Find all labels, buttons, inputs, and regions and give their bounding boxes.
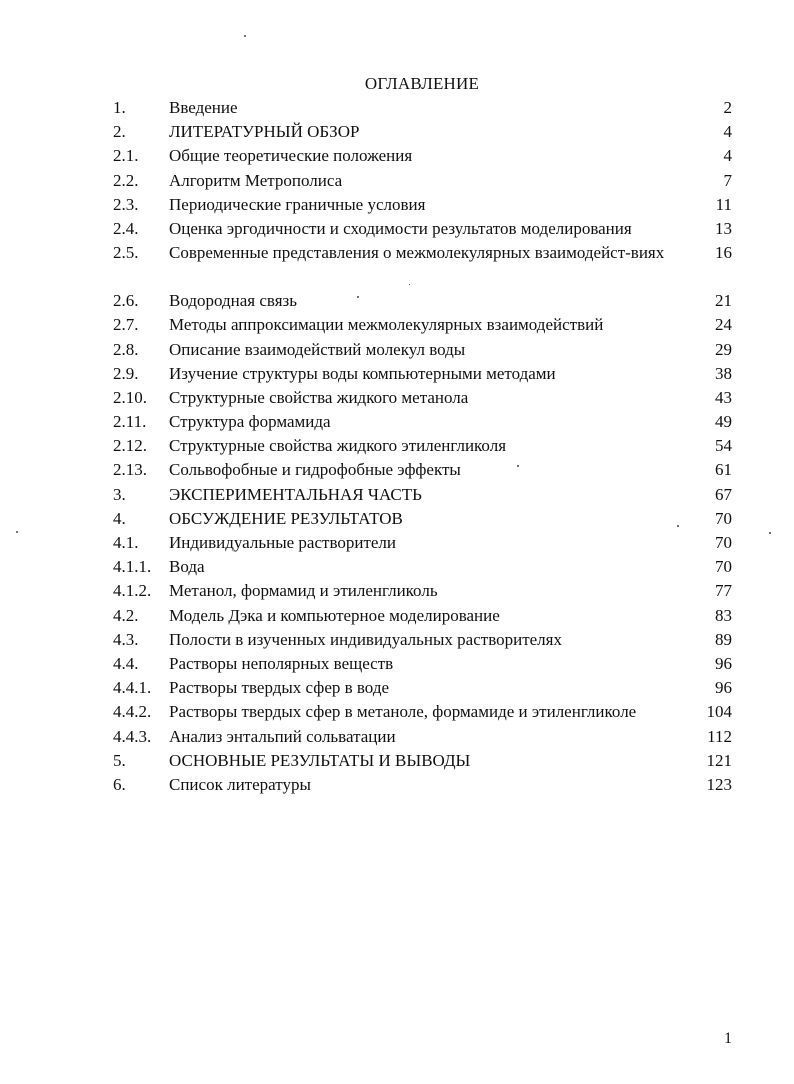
toc-entry-number: 4.4.1.	[113, 678, 152, 698]
toc-entry-title: Вода	[169, 557, 205, 577]
toc-entry-page: 67	[715, 484, 732, 504]
toc-entry-page: 38	[715, 363, 732, 383]
toc-entry	[113, 749, 735, 773]
toc-entry-number: 4.1.2.	[113, 581, 152, 601]
toc-entry-number: 4.2.	[113, 605, 139, 625]
toc-entry-title: Современные представления о межмолекулярных взаимодейст-виях	[169, 243, 665, 263]
toc-entry	[113, 604, 735, 628]
toc-entry	[113, 362, 735, 386]
toc-entry-page: 21	[715, 291, 732, 311]
toc-entry	[113, 531, 735, 555]
toc-entry-title: Растворы твердых сфер в метаноле, формамиде и этиленгликоле	[169, 702, 637, 722]
toc-entry-title: Структура формамида	[169, 412, 331, 432]
toc-entry	[113, 725, 735, 749]
toc-entry	[113, 483, 735, 507]
toc-entry	[113, 507, 735, 531]
toc-entry	[113, 410, 735, 434]
toc-entry-page: 11	[715, 194, 732, 214]
toc-entry-page: 13	[715, 218, 732, 238]
toc-entry	[113, 120, 735, 144]
toc-entry-number: 4.3.	[113, 629, 139, 649]
toc-entry-title: Общие теоретические положения	[169, 146, 413, 166]
toc-entry-page: 77	[715, 581, 732, 601]
toc-entry-number: 2.	[113, 122, 126, 142]
toc-entry-page: 112	[707, 726, 732, 746]
toc-entry-title: Алгоритм Метрополиса	[169, 170, 343, 190]
scan-speck	[244, 35, 246, 37]
toc-entry-title: ЛИТЕРАТУРНЫЙ ОБЗОР	[169, 122, 360, 142]
toc-entry-page: 89	[715, 629, 732, 649]
toc-entry-number: 4.1.1.	[113, 557, 152, 577]
toc-entry-number: 2.11.	[113, 412, 147, 432]
toc-entry-title: Методы аппроксимации межмолекулярных взаимодействий	[169, 315, 604, 335]
toc-entry	[113, 241, 735, 289]
toc-entry	[113, 386, 735, 410]
toc-entry-title: Индивидуальные растворители	[169, 533, 397, 552]
toc-entry	[113, 96, 735, 120]
toc-entry-title: Сольвофобные и гидрофобные эффекты	[169, 460, 461, 480]
toc-entry-title: Модель Дэка и компьютерное моделирование	[169, 605, 500, 625]
toc-entry-title: ОБСУЖДЕНИЕ РЕЗУЛЬТАТОВ	[169, 508, 403, 528]
toc-entry-page: 54	[715, 436, 732, 456]
toc-entry	[113, 144, 735, 168]
toc-entry-page: 7	[723, 170, 732, 190]
toc-entry-number: 2.5.	[113, 243, 139, 263]
toc-entry-title: Периодические граничные условия	[169, 194, 426, 214]
toc-entry	[113, 652, 735, 676]
toc-entry-number: 4.4.	[113, 653, 139, 673]
toc-entry	[113, 169, 735, 193]
toc-entry	[113, 700, 735, 724]
scan-speck	[16, 531, 18, 533]
toc-entry-page: 96	[715, 653, 732, 673]
toc-entry-number: 6.	[113, 774, 126, 794]
toc-entry-title: Водородная связь	[169, 291, 298, 311]
scan-speck	[517, 465, 519, 467]
toc-entry-title: ОСНОВНЫЕ РЕЗУЛЬТАТЫ И ВЫВОДЫ	[169, 750, 471, 770]
toc-entry-number: 2.10.	[113, 387, 147, 407]
toc-entry-page: 61	[715, 460, 732, 480]
toc-entry-page: 16	[715, 243, 732, 263]
toc-entry-number: 2.2.	[113, 170, 139, 190]
toc-entry	[113, 458, 735, 482]
toc-entry-page: 4	[723, 122, 732, 142]
scan-speck	[409, 284, 410, 285]
toc-entry	[113, 217, 735, 241]
toc-entry-page: 104	[706, 702, 732, 722]
toc-entry-number: 2.9.	[113, 363, 139, 383]
page-number: 1	[724, 1030, 732, 1047]
toc-entry-title: Полости в изученных индивидуальных растворителях	[169, 629, 562, 649]
toc-entry-number: 4.4.3.	[113, 726, 152, 746]
toc-entry-number: 2.13.	[113, 460, 147, 480]
toc-entry	[113, 676, 735, 700]
toc-entry-title: Анализ энтальпий сольватации	[169, 726, 396, 746]
toc-entry-page: 70	[715, 508, 732, 528]
toc-entry-title: ЭКСПЕРИМЕНТАЛЬНАЯ ЧАСТЬ	[169, 484, 422, 504]
toc-entry-page: 4	[723, 146, 732, 166]
toc-entry	[113, 193, 735, 217]
toc-entry-title: Оценка эргодичности и сходимости результатов моделирования	[169, 218, 632, 238]
toc-entry-page: 121	[706, 750, 732, 770]
toc-entry	[113, 579, 735, 603]
toc-entry	[113, 338, 735, 362]
toc-entry	[113, 289, 735, 313]
toc-entry-number: 3.	[113, 484, 126, 504]
toc-entry	[113, 628, 735, 652]
toc-entry-page: 70	[715, 533, 732, 552]
toc-title: ОГЛАВЛЕНИЕ	[364, 74, 480, 93]
toc-entry-page: 29	[715, 339, 732, 359]
toc-entry-number: 4.4.2.	[113, 702, 152, 722]
toc-entry-title: Растворы неполярных веществ	[169, 653, 394, 673]
toc-entry-title: Изучение структуры воды компьютерными методами	[169, 363, 556, 383]
toc-entry-number: 2.6.	[113, 291, 139, 311]
toc-entry-number: 2.7.	[113, 315, 139, 335]
toc-entry-title: Описание взаимодействий молекул воды	[169, 339, 466, 359]
toc-entry-title: Структурные свойства жидкого этиленгликоля	[169, 436, 507, 456]
toc-entry-title: Введение	[169, 98, 238, 117]
toc-entry-number: 4.	[113, 508, 126, 528]
toc-entry-number: 2.12.	[113, 436, 147, 456]
toc-entry-number: 2.1.	[113, 146, 139, 166]
toc-entry-page: 43	[715, 387, 732, 407]
toc-entry-title: Метанол, формамид и этиленгликоль	[169, 581, 438, 601]
scan-speck	[677, 525, 679, 527]
scan-speck	[357, 296, 359, 298]
toc-entry-page: 24	[715, 315, 732, 335]
toc-entry-page: 96	[715, 678, 732, 698]
toc-entry	[113, 773, 735, 797]
toc-entry-title: Структурные свойства жидкого метанола	[169, 387, 469, 407]
toc-entry-page: 2	[723, 98, 732, 117]
toc-entry	[113, 434, 735, 458]
toc-entry-number: 4.1.	[113, 533, 139, 552]
toc-entry-page: 123	[706, 774, 732, 794]
toc-entry-number: 1.	[113, 98, 126, 117]
toc-entry-number: 2.8.	[113, 339, 139, 359]
toc-entry	[113, 555, 735, 579]
table-of-contents	[113, 96, 735, 797]
toc-entry	[113, 313, 735, 337]
toc-entry-page: 49	[715, 412, 732, 432]
toc-entry-number: 2.3.	[113, 194, 139, 214]
toc-entry-title: Растворы твердых сфер в воде	[169, 678, 390, 698]
toc-entry-number: 2.4.	[113, 218, 139, 238]
scan-speck	[769, 532, 771, 534]
toc-entry-title: Список литературы	[169, 774, 311, 794]
toc-entry-page: 83	[715, 605, 732, 625]
toc-entry-page: 70	[715, 557, 732, 577]
toc-entry-number: 5.	[113, 750, 126, 770]
